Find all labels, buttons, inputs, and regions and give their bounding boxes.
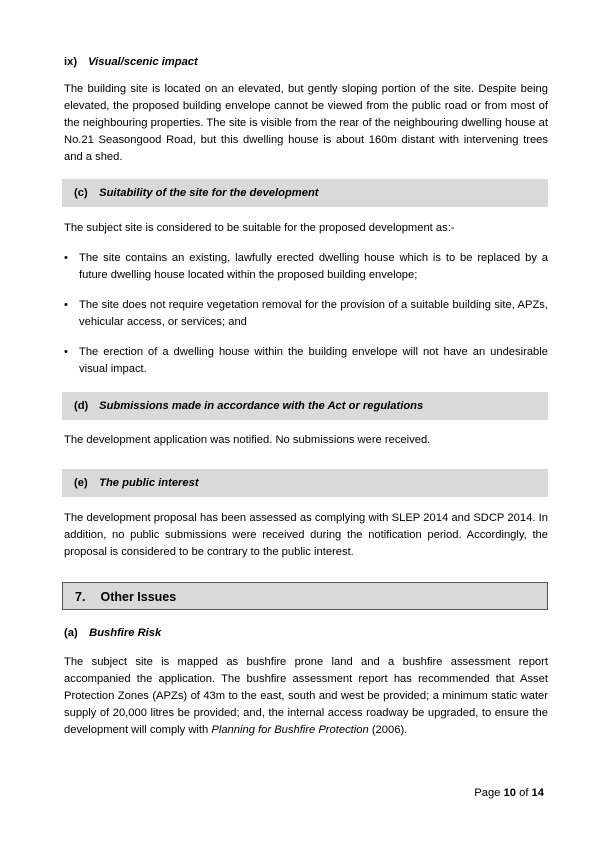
page-number-footer	[474, 785, 544, 802]
section-d-title: Submissions made in accordance with the Act or regulations	[99, 400, 424, 412]
footer-of-word: of	[519, 787, 529, 799]
section-e-heading	[62, 469, 548, 497]
section-7-number: 7.	[75, 590, 86, 604]
section-c-heading	[62, 179, 548, 207]
section-7-title: Other Issues	[100, 590, 177, 604]
section-c-letter: (c)	[74, 187, 88, 199]
section-e-body: The development proposal has been assessed as complying with SLEP 2014 and SDCP 2014. In addition, no public submissions were received during the notification period. Accordingly, the proposal is considered to be contrary to the public interest.	[64, 512, 548, 558]
section-7a-heading	[64, 625, 548, 642]
section-e-letter: (e)	[74, 477, 88, 489]
list-item	[64, 297, 548, 331]
section-e-title: The public interest	[99, 477, 199, 489]
document-page	[64, 54, 548, 739]
list-item-text: The site does not require vegetation removal for the provision of a suitable building site, APZs, vehicular access, or services; and	[79, 299, 548, 328]
list-item	[64, 250, 548, 284]
footer-current-page: 10	[503, 787, 516, 799]
section-c-intro: The subject site is considered to be suitable for the proposed development as:-	[64, 222, 455, 234]
section-7a-title: Bushfire Risk	[89, 627, 162, 639]
bullet-icon: •	[64, 252, 68, 264]
bullet-icon: •	[64, 346, 68, 358]
list-item	[64, 344, 548, 378]
section-7-heading	[62, 582, 548, 610]
section-7a-italic-title: Planning for Bushfire Protection	[211, 724, 369, 736]
section-ix-heading	[64, 54, 548, 71]
section-ix-title: Visual/scenic impact	[88, 56, 198, 68]
section-7a-body-end: (2006).	[368, 724, 408, 736]
section-c-title: Suitability of the site for the development	[99, 187, 319, 199]
section-7a-body-text: The subject site is mapped as bushfire prone land and a bushfire assessment report accompanied the application. The bushfire assessment report has recommended that Asset Protection Zones (APZs) of 43m to the east, south and west be provided; a minimum static water supply of 20,000 litres be provided; and, the internal access roadway be upgraded, to ensure the development will comply with	[64, 656, 548, 736]
section-c-bullet-list	[64, 250, 548, 378]
section-ix-body: The building site is located on an elevated, but gently sloping portion of the site. Despite being elevated, the proposed building envelope cannot be viewed from the public road or from most of the neighbouring properties. The site is visible from the rear of the neighbouring dwelling house at No.21 Seasongood Road, but this dwelling house is about 160m distant with intervening trees and a shed.	[64, 83, 548, 163]
section-ix-label: ix)	[64, 56, 78, 68]
section-7a-letter: (a)	[64, 627, 78, 639]
footer-page-word: Page	[474, 787, 501, 799]
section-7a-body	[64, 654, 548, 739]
section-d-body: The development application was notified. No submissions were received.	[64, 434, 431, 446]
section-d-heading	[62, 392, 548, 420]
list-item-text: The erection of a dwelling house within the building envelope will not have an undesirable visual impact.	[79, 346, 548, 375]
section-d-letter: (d)	[74, 400, 89, 412]
bullet-icon: •	[64, 299, 68, 311]
footer-total-pages: 14	[531, 787, 544, 799]
list-item-text: The site contains an existing, lawfully erected dwelling house which is to be replaced by a future dwelling house located within the proposed building envelope;	[79, 252, 548, 281]
